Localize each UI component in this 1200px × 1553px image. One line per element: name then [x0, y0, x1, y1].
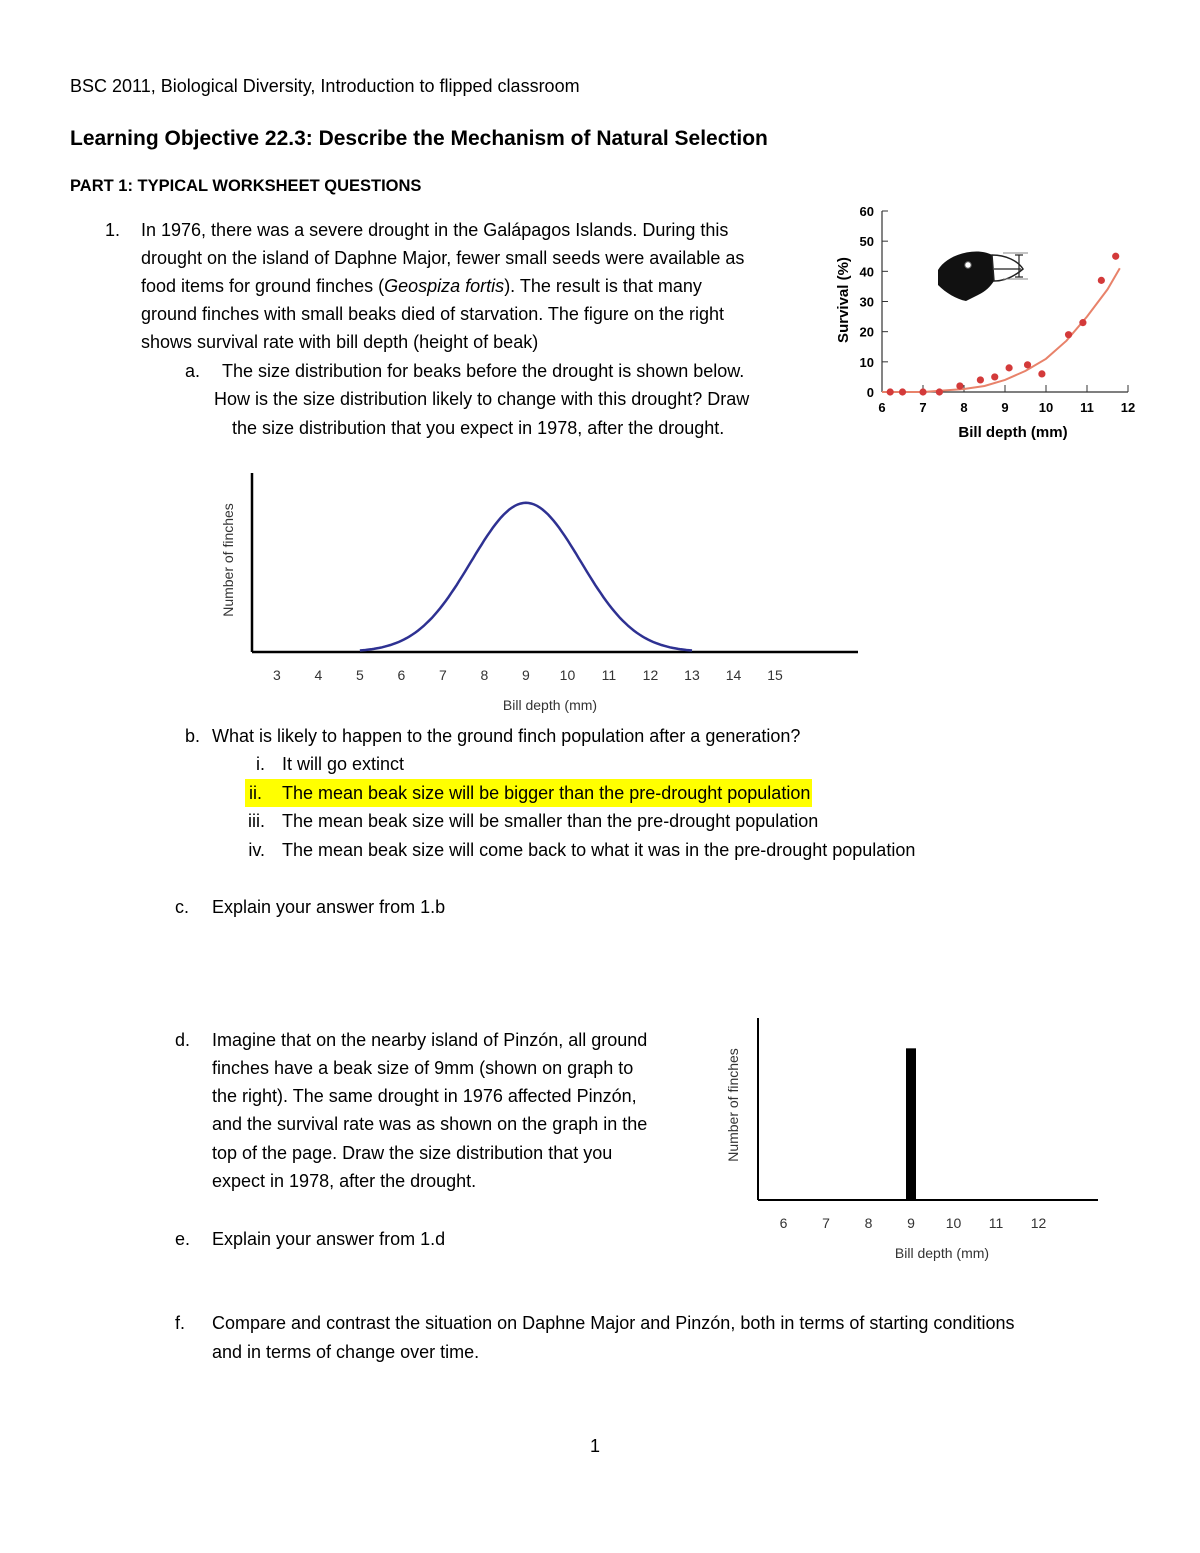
survival-data-point: [1006, 364, 1013, 371]
part-f-letter: f.: [175, 1313, 186, 1333]
survival-data-point: [887, 388, 894, 395]
y-tick-label: 50: [859, 234, 874, 250]
y-tick-label: 60: [859, 204, 874, 219]
part-heading: PART 1: TYPICAL WORKSHEET QUESTIONS: [70, 177, 422, 195]
survival-data-point: [1098, 277, 1105, 284]
part-d-text: top of the page. Draw the size distribution that you: [212, 1143, 613, 1163]
survival-data-point: [991, 373, 998, 380]
learning-objective-heading: Learning Objective 22.3: Describe the Mechanism of Natural Selection: [70, 127, 768, 150]
survival-data-point: [1038, 370, 1045, 377]
survival-data-point: [1079, 319, 1086, 326]
option-text: It will go extinct: [282, 754, 405, 774]
text-segment: food items for ground finches (: [141, 276, 385, 296]
x-tick-label: 12: [1030, 1215, 1047, 1231]
part-a-text: the size distribution that you expect in 1978, after the drought.: [232, 418, 725, 438]
survival-data-point: [1065, 331, 1072, 338]
option-text: The mean beak size will be smaller than the pre-drought population: [282, 811, 819, 831]
course-title: BSC 2011, Biological Diversity, Introduction to flipped classroom: [70, 76, 580, 96]
x-axis-label: Bill depth (mm): [894, 1245, 990, 1261]
x-tick-label: 8: [864, 1215, 873, 1231]
question-number: 1.: [105, 220, 121, 240]
part-d-text: the right). The same drought in 1976 affected Pinzón,: [212, 1086, 637, 1106]
x-tick-label: 8: [960, 400, 968, 415]
part-f-text: Compare and contrast the situation on Daphne Major and Pinzón, both in terms of starting conditions: [212, 1313, 1015, 1333]
x-axis-label: Bill depth (mm): [502, 697, 598, 713]
part-d-text: finches have a beak size of 9mm (shown on graph to: [212, 1058, 634, 1078]
x-tick-label: 11: [988, 1215, 1004, 1231]
x-tick-label: 12: [642, 667, 659, 683]
part-f-text: and in terms of change over time.: [212, 1342, 480, 1362]
survival-fit-curve: [882, 268, 1120, 392]
y-tick-label: 40: [859, 264, 874, 280]
option-numeral-highlighted: ii.: [245, 779, 273, 807]
pinzon-bar-chart: [720, 1010, 1110, 1265]
x-tick-label: 11: [1080, 400, 1094, 415]
y-axis-label: Number of finches: [725, 1048, 741, 1162]
bar-9mm: [906, 1048, 916, 1200]
survival-data-point: [899, 388, 906, 395]
x-tick-label: 11: [601, 667, 617, 683]
x-tick-label: 3: [273, 667, 281, 683]
x-tick-label: 8: [480, 667, 489, 683]
x-tick-label: 13: [684, 667, 700, 683]
x-tick-label: 6: [779, 1215, 788, 1231]
part-c-letter: c.: [175, 897, 190, 917]
part-d-text: Imagine that on the nearby island of Pinzón, all ground: [212, 1030, 648, 1050]
survival-data-point: [919, 388, 926, 395]
option-numeral: iv.: [248, 840, 265, 860]
x-axis-label: Bill depth (mm): [958, 424, 1068, 441]
x-tick-label: 10: [559, 667, 576, 683]
survival-data-point: [1024, 361, 1031, 368]
part-d-text: and the survival rate was as shown on the graph in the: [212, 1114, 648, 1134]
part-b-letter: b.: [185, 726, 201, 746]
part-e-text: Explain your answer from 1.d: [212, 1229, 446, 1249]
y-tick-label: 0: [866, 385, 874, 400]
species-name: Geospiza fortis: [384, 276, 505, 296]
distribution-chart: [210, 465, 870, 720]
survival-data-point: [1112, 253, 1119, 260]
option-text-highlighted: The mean beak size will be bigger than the pre-drought population: [273, 779, 812, 807]
x-tick-label: 10: [945, 1215, 962, 1231]
question-text-line: shows survival rate with bill depth (height of beak): [141, 332, 539, 352]
distribution-curve: [360, 503, 692, 651]
part-c-text: Explain your answer from 1.b: [212, 897, 446, 917]
part-e-letter: e.: [175, 1229, 191, 1249]
option-numeral: i.: [256, 754, 265, 774]
x-tick-label: 9: [1001, 400, 1009, 415]
survival-chart: [820, 195, 1150, 450]
question-text-line: In 1976, there was a severe drought in the Galápagos Islands. During this: [141, 220, 729, 240]
x-tick-label: 14: [725, 667, 742, 683]
question-text-line: ground finches with small beaks died of starvation. The figure on the right: [141, 304, 724, 324]
part-d-letter: d.: [175, 1030, 191, 1050]
text-segment: ). The result is that many: [504, 276, 702, 296]
x-tick-label: 7: [919, 400, 927, 415]
x-tick-label: 15: [767, 667, 783, 683]
question-text-line: drought on the island of Daphne Major, fewer small seeds were available as: [141, 248, 745, 268]
part-a-letter: a.: [185, 361, 201, 381]
x-tick-label: 6: [397, 667, 406, 683]
x-tick-label: 12: [1120, 400, 1136, 415]
x-tick-label: 6: [878, 400, 886, 415]
part-d-text: expect in 1978, after the drought.: [212, 1171, 477, 1191]
part-b-text: What is likely to happen to the ground finch population after a generation?: [212, 726, 801, 746]
x-tick-label: 7: [439, 667, 447, 683]
x-tick-label: 9: [522, 667, 530, 683]
survival-data-point: [956, 382, 963, 389]
survival-data-point: [936, 388, 943, 395]
option-numeral: iii.: [248, 811, 265, 831]
x-tick-label: 4: [314, 667, 323, 683]
y-tick-label: 10: [859, 354, 874, 370]
page-number: 1: [590, 1436, 601, 1456]
x-tick-label: 10: [1038, 400, 1054, 415]
y-tick-label: 30: [859, 294, 874, 310]
option-text: The mean beak size will come back to what it was in the pre-drought population: [282, 840, 916, 860]
part-a-text: The size distribution for beaks before the drought is shown below.: [222, 361, 745, 381]
question-text-line: [141, 272, 702, 300]
x-tick-label: 5: [356, 667, 364, 683]
survival-data-point: [977, 376, 984, 383]
part-a-text: How is the size distribution likely to change with this drought? Draw: [214, 389, 750, 409]
y-axis-label: Number of finches: [220, 503, 236, 617]
y-axis-label: Survival (%): [835, 257, 852, 343]
x-tick-label: 9: [907, 1215, 915, 1231]
x-tick-label: 7: [822, 1215, 830, 1231]
y-tick-label: 20: [859, 324, 874, 340]
finch-head-icon: [938, 251, 1028, 301]
